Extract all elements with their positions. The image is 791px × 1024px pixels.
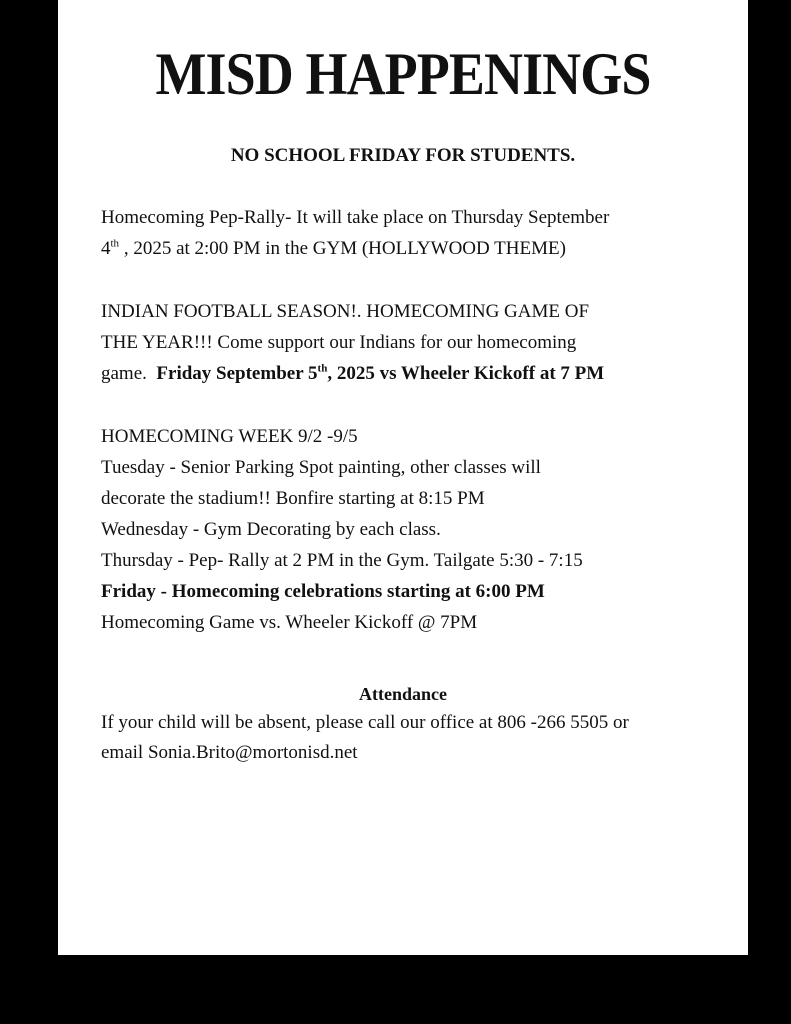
- week-tuesday-1: Tuesday - Senior Parking Spot painting, other classes will: [101, 457, 541, 478]
- pep-rally-day-suffix: th: [110, 237, 120, 250]
- football-game-date: Friday September 5: [156, 363, 318, 384]
- pep-rally-line-1: Homecoming Pep-Rally- It will take place on Thursday September: [101, 207, 610, 228]
- week-tuesday-2: decorate the stadium!! Bonfire starting at 8:15 PM: [101, 488, 485, 509]
- football-line-3: [101, 362, 731, 386]
- football-game-text: game.: [101, 363, 157, 384]
- football-line-1: INDIAN FOOTBALL SEASON!. HOMECOMING GAME OF: [101, 301, 590, 322]
- football-date-suffix: th: [317, 362, 328, 375]
- week-heading: HOMECOMING WEEK 9/2 -9/5: [101, 426, 358, 447]
- week-game: Homecoming Game vs. Wheeler Kickoff @ 7PM: [101, 612, 478, 633]
- attendance-line-1: If your child will be absent, please call our office at 806 -266 5505 or: [101, 712, 629, 733]
- attendance-email: email Sonia.Brito@mortonisd.net: [101, 742, 358, 763]
- football-line-2: THE YEAR!!! Come support our Indians for our homecoming: [101, 332, 577, 353]
- week-friday: Friday - Homecoming celebrations starting at 6:00 PM: [101, 581, 545, 602]
- pep-rally-line-2: [101, 237, 731, 261]
- week-wednesday: Wednesday - Gym Decorating by each class.: [101, 519, 441, 540]
- football-kickoff: , 2025 vs Wheeler Kickoff at 7 PM: [327, 363, 605, 384]
- pep-rally-day: 4: [101, 238, 111, 259]
- page-title: MISD HAPPENINGS: [155, 41, 651, 107]
- week-thursday: Thursday - Pep- Rally at 2 PM in the Gym. Tailgate 5:30 - 7:15: [101, 550, 583, 571]
- pep-rally-details: , 2025 at 2:00 PM in the GYM (HOLLYWOOD THEME): [119, 238, 566, 259]
- attendance-heading: Attendance: [359, 684, 447, 704]
- flyer-page: [58, 0, 748, 955]
- no-school-notice: NO SCHOOL FRIDAY FOR STUDENTS.: [230, 145, 576, 166]
